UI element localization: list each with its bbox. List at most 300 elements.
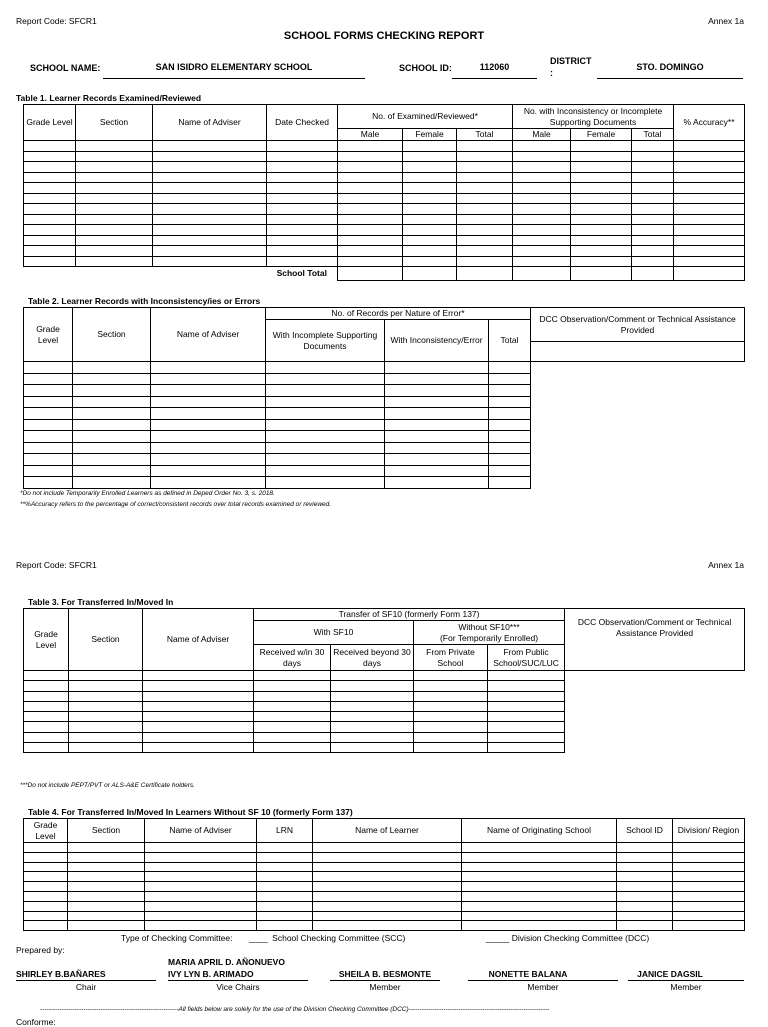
t3-cell[interactable] <box>24 722 69 732</box>
t3-cell[interactable] <box>143 701 254 711</box>
t2-cell[interactable] <box>489 373 531 385</box>
t3-cell[interactable] <box>254 722 331 732</box>
t4-cell[interactable] <box>68 862 145 872</box>
t2-cell[interactable] <box>489 442 531 454</box>
t2-cell[interactable] <box>151 373 266 385</box>
t1-cell[interactable] <box>571 183 632 194</box>
t1-cell[interactable] <box>76 183 153 194</box>
t1-cell[interactable] <box>457 225 513 236</box>
t2-cell[interactable] <box>266 431 385 443</box>
t1-cell[interactable] <box>24 214 76 225</box>
t1-cell[interactable] <box>153 225 267 236</box>
t3-cell[interactable] <box>331 691 414 701</box>
t1-cell[interactable] <box>76 214 153 225</box>
t2-cell[interactable] <box>24 442 73 454</box>
t1-cell[interactable] <box>267 246 338 257</box>
t1-cell[interactable] <box>153 172 267 183</box>
t1-cell[interactable] <box>153 204 267 215</box>
t1-cell[interactable] <box>76 204 153 215</box>
t2-cell[interactable] <box>385 419 489 431</box>
t2-cell[interactable] <box>266 465 385 477</box>
t2-cell[interactable] <box>24 408 73 420</box>
t1-cell[interactable] <box>571 225 632 236</box>
t1-cell[interactable] <box>338 204 403 215</box>
t2-cell[interactable] <box>266 442 385 454</box>
t1-cell[interactable] <box>513 256 571 267</box>
t3-cell[interactable] <box>488 691 565 701</box>
t4-cell[interactable] <box>313 882 462 892</box>
t1-cell[interactable] <box>403 172 457 183</box>
t1-cell[interactable] <box>267 162 338 173</box>
t3-cell[interactable] <box>24 671 69 681</box>
t4-cell[interactable] <box>68 882 145 892</box>
t1-cell[interactable] <box>24 151 76 162</box>
t3-cell[interactable] <box>254 671 331 681</box>
t4-cell[interactable] <box>257 901 313 911</box>
t4-cell[interactable] <box>617 911 673 921</box>
t2-cell[interactable] <box>151 431 266 443</box>
t2-cell[interactable] <box>489 408 531 420</box>
t2-cell[interactable] <box>73 385 151 397</box>
t1-cell[interactable] <box>267 141 338 152</box>
t4-cell[interactable] <box>257 911 313 921</box>
t3-cell[interactable] <box>24 712 69 722</box>
t3-cell[interactable] <box>69 691 143 701</box>
t1-cell[interactable] <box>24 204 76 215</box>
t3-cell[interactable] <box>331 712 414 722</box>
t4-cell[interactable] <box>617 872 673 882</box>
t1-cell[interactable] <box>457 141 513 152</box>
t4-cell[interactable] <box>313 901 462 911</box>
t1-cell[interactable] <box>338 193 403 204</box>
t2-cell[interactable] <box>266 419 385 431</box>
t3-cell[interactable] <box>24 743 69 753</box>
t3-cell[interactable] <box>331 701 414 711</box>
t2-cell[interactable] <box>151 477 266 489</box>
t1-cell[interactable] <box>632 225 674 236</box>
t3-cell[interactable] <box>69 712 143 722</box>
t1-cell[interactable] <box>24 235 76 246</box>
t2-cell[interactable] <box>73 442 151 454</box>
t1-cell[interactable] <box>267 172 338 183</box>
t2-cell[interactable] <box>73 396 151 408</box>
t1-cell[interactable] <box>267 193 338 204</box>
t1-cell[interactable] <box>571 246 632 257</box>
t2-cell[interactable] <box>266 362 385 374</box>
t4-cell[interactable] <box>145 891 257 901</box>
t4-cell[interactable] <box>673 921 745 931</box>
t3-cell[interactable] <box>254 691 331 701</box>
t3-cell[interactable] <box>414 671 488 681</box>
t4-cell[interactable] <box>673 862 745 872</box>
t2-cell[interactable] <box>266 373 385 385</box>
t4-cell[interactable] <box>68 901 145 911</box>
t2-cell[interactable] <box>151 362 266 374</box>
t1-cell[interactable] <box>76 162 153 173</box>
t2-cell[interactable] <box>385 465 489 477</box>
t2-cell[interactable] <box>24 454 73 466</box>
t4-cell[interactable] <box>673 872 745 882</box>
t1-cell[interactable] <box>457 151 513 162</box>
t1-cell[interactable] <box>457 183 513 194</box>
t3-cell[interactable] <box>24 681 69 691</box>
t3-cell[interactable] <box>143 712 254 722</box>
t1-cell[interactable] <box>76 151 153 162</box>
t3-cell[interactable] <box>24 701 69 711</box>
t1-cell[interactable] <box>403 151 457 162</box>
t2-cell[interactable] <box>24 396 73 408</box>
t2-cell[interactable] <box>24 385 73 397</box>
t4-cell[interactable] <box>145 882 257 892</box>
t3-cell[interactable] <box>143 671 254 681</box>
t3-cell[interactable] <box>143 691 254 701</box>
t3-cell[interactable] <box>414 691 488 701</box>
t2-cell[interactable] <box>385 362 489 374</box>
t2-cell[interactable] <box>266 408 385 420</box>
t4-cell[interactable] <box>68 843 145 853</box>
t2-cell[interactable] <box>151 408 266 420</box>
t4-cell[interactable] <box>673 891 745 901</box>
t4-cell[interactable] <box>617 843 673 853</box>
t1-cell[interactable] <box>338 172 403 183</box>
t2-cell[interactable] <box>151 385 266 397</box>
t4-cell[interactable] <box>24 852 68 862</box>
t2-cell[interactable] <box>151 465 266 477</box>
t1-cell[interactable] <box>267 256 338 267</box>
t4-cell[interactable] <box>462 901 617 911</box>
t4-cell[interactable] <box>257 852 313 862</box>
t1-cell[interactable] <box>457 204 513 215</box>
t1-cell[interactable] <box>338 246 403 257</box>
t4-cell[interactable] <box>462 911 617 921</box>
t4-cell[interactable] <box>257 843 313 853</box>
t3-cell[interactable] <box>24 732 69 742</box>
t3-cell[interactable] <box>488 681 565 691</box>
t2-cell[interactable] <box>385 385 489 397</box>
t2-cell[interactable] <box>73 362 151 374</box>
t3-cell[interactable] <box>254 732 331 742</box>
t1-cell[interactable] <box>632 172 674 183</box>
t1-cell[interactable] <box>403 204 457 215</box>
t4-cell[interactable] <box>257 891 313 901</box>
t2-cell[interactable] <box>73 477 151 489</box>
t1-cell[interactable] <box>457 172 513 183</box>
t2-cell[interactable] <box>489 419 531 431</box>
t1-cell[interactable] <box>632 141 674 152</box>
t1-cell[interactable] <box>76 172 153 183</box>
t2-cell[interactable] <box>385 396 489 408</box>
t1-cell[interactable] <box>632 183 674 194</box>
t3-cell[interactable] <box>143 743 254 753</box>
t3-cell[interactable] <box>254 712 331 722</box>
t4-cell[interactable] <box>313 921 462 931</box>
t4-cell[interactable] <box>24 921 68 931</box>
t2-cell[interactable] <box>73 373 151 385</box>
t2-cell[interactable] <box>266 454 385 466</box>
t3-cell[interactable] <box>143 732 254 742</box>
t1-cell[interactable] <box>632 246 674 257</box>
t4-cell[interactable] <box>673 882 745 892</box>
t2-cell[interactable] <box>489 385 531 397</box>
t4-cell[interactable] <box>462 872 617 882</box>
t1-cell[interactable] <box>674 214 745 225</box>
t2-cell[interactable] <box>24 362 73 374</box>
t4-cell[interactable] <box>462 921 617 931</box>
t3-cell[interactable] <box>254 681 331 691</box>
t4-cell[interactable] <box>145 872 257 882</box>
t4-cell[interactable] <box>462 882 617 892</box>
t1-cell[interactable] <box>674 204 745 215</box>
t4-cell[interactable] <box>462 852 617 862</box>
t1-cell[interactable] <box>513 172 571 183</box>
t4-cell[interactable] <box>257 862 313 872</box>
t4-cell[interactable] <box>68 852 145 862</box>
t3-cell[interactable] <box>254 743 331 753</box>
t1-cell[interactable] <box>267 225 338 236</box>
t4-cell[interactable] <box>24 901 68 911</box>
t1-cell[interactable] <box>571 193 632 204</box>
t2-cell[interactable] <box>73 408 151 420</box>
t3-cell[interactable] <box>331 732 414 742</box>
t1-cell[interactable] <box>457 235 513 246</box>
t1-cell[interactable] <box>513 214 571 225</box>
t1-cell[interactable] <box>632 162 674 173</box>
t1-cell[interactable] <box>674 151 745 162</box>
t4-cell[interactable] <box>24 911 68 921</box>
t1-cell[interactable] <box>267 183 338 194</box>
t2-cell[interactable] <box>385 477 489 489</box>
t4-cell[interactable] <box>257 882 313 892</box>
t4-cell[interactable] <box>145 852 257 862</box>
t1-cell[interactable] <box>513 246 571 257</box>
t1-cell[interactable] <box>267 214 338 225</box>
t3-cell[interactable] <box>331 671 414 681</box>
t2-cell[interactable] <box>266 385 385 397</box>
t2-cell[interactable] <box>151 454 266 466</box>
t1-cell[interactable] <box>457 256 513 267</box>
t4-cell[interactable] <box>24 843 68 853</box>
t1-cell[interactable] <box>76 246 153 257</box>
t4-cell[interactable] <box>313 911 462 921</box>
t1-cell[interactable] <box>338 162 403 173</box>
t1-cell[interactable] <box>513 151 571 162</box>
t1-cell[interactable] <box>513 204 571 215</box>
t2-cell[interactable] <box>24 419 73 431</box>
t1-cell[interactable] <box>674 172 745 183</box>
t1-cell[interactable] <box>76 141 153 152</box>
t3-cell[interactable] <box>488 712 565 722</box>
t3-cell[interactable] <box>254 701 331 711</box>
t1-cell[interactable] <box>513 162 571 173</box>
t4-cell[interactable] <box>68 921 145 931</box>
t3-cell[interactable] <box>69 701 143 711</box>
t1-cell[interactable] <box>267 151 338 162</box>
t3-cell[interactable] <box>69 743 143 753</box>
t1-cell[interactable] <box>24 193 76 204</box>
t1-cell[interactable] <box>76 225 153 236</box>
t1-cell[interactable] <box>632 256 674 267</box>
t4-cell[interactable] <box>673 843 745 853</box>
scc-blank[interactable]: ____ <box>248 933 268 943</box>
t1-cell[interactable] <box>571 172 632 183</box>
t1-cell[interactable] <box>267 235 338 246</box>
t3-cell[interactable] <box>414 732 488 742</box>
t3-cell[interactable] <box>69 722 143 732</box>
t1-cell[interactable] <box>24 225 76 236</box>
t4-cell[interactable] <box>145 843 257 853</box>
t4-cell[interactable] <box>145 901 257 911</box>
t4-cell[interactable] <box>145 921 257 931</box>
t1-cell[interactable] <box>571 214 632 225</box>
t1-cell[interactable] <box>513 141 571 152</box>
t3-cell[interactable] <box>414 722 488 732</box>
t4-cell[interactable] <box>673 852 745 862</box>
t4-cell[interactable] <box>313 872 462 882</box>
t1-cell[interactable] <box>338 256 403 267</box>
t4-cell[interactable] <box>24 862 68 872</box>
t1-cell[interactable] <box>153 246 267 257</box>
t1-cell[interactable] <box>338 183 403 194</box>
t1-cell[interactable] <box>513 193 571 204</box>
t2-cell[interactable] <box>489 465 531 477</box>
t4-cell[interactable] <box>24 891 68 901</box>
t2-cell[interactable] <box>24 477 73 489</box>
t1-cell[interactable] <box>24 256 76 267</box>
t4-cell[interactable] <box>617 921 673 931</box>
t1-cell[interactable] <box>632 151 674 162</box>
t1-cell[interactable] <box>674 193 745 204</box>
t1-cell[interactable] <box>153 162 267 173</box>
t1-cell[interactable] <box>632 235 674 246</box>
t1-cell[interactable] <box>24 246 76 257</box>
t1-cell[interactable] <box>153 235 267 246</box>
t4-cell[interactable] <box>257 872 313 882</box>
t1-cell[interactable] <box>24 172 76 183</box>
t3-cell[interactable] <box>331 681 414 691</box>
t4-cell[interactable] <box>313 891 462 901</box>
t2-cell[interactable] <box>489 454 531 466</box>
t1-cell[interactable] <box>571 141 632 152</box>
t1-cell[interactable] <box>632 214 674 225</box>
t4-cell[interactable] <box>313 862 462 872</box>
t1-cell[interactable] <box>674 183 745 194</box>
t2-cell[interactable] <box>385 442 489 454</box>
t1-cell[interactable] <box>76 193 153 204</box>
t2-cell[interactable] <box>73 465 151 477</box>
t1-cell[interactable] <box>674 162 745 173</box>
t1-cell[interactable] <box>403 214 457 225</box>
t3-cell[interactable] <box>414 701 488 711</box>
t1-cell[interactable] <box>403 141 457 152</box>
t1-cell[interactable] <box>267 204 338 215</box>
t1-cell[interactable] <box>457 246 513 257</box>
t1-cell[interactable] <box>513 225 571 236</box>
t4-cell[interactable] <box>617 901 673 911</box>
t3-cell[interactable] <box>488 743 565 753</box>
t4-cell[interactable] <box>68 891 145 901</box>
t1-cell[interactable] <box>632 204 674 215</box>
t3-cell[interactable] <box>488 722 565 732</box>
t1-cell[interactable] <box>24 162 76 173</box>
t1-cell[interactable] <box>153 151 267 162</box>
t2-cell[interactable] <box>73 454 151 466</box>
t1-cell[interactable] <box>403 225 457 236</box>
t2-cell[interactable] <box>24 465 73 477</box>
t1-cell[interactable] <box>24 141 76 152</box>
t3-cell[interactable] <box>24 691 69 701</box>
t3-cell[interactable] <box>69 681 143 691</box>
t1-cell[interactable] <box>571 256 632 267</box>
t1-cell[interactable] <box>457 193 513 204</box>
t4-cell[interactable] <box>462 891 617 901</box>
t4-cell[interactable] <box>257 921 313 931</box>
t2-cell[interactable] <box>385 431 489 443</box>
t4-cell[interactable] <box>313 852 462 862</box>
t1-cell[interactable] <box>338 141 403 152</box>
t3-cell[interactable] <box>331 722 414 732</box>
t4-cell[interactable] <box>462 843 617 853</box>
t1-cell[interactable] <box>24 183 76 194</box>
t3-cell[interactable] <box>488 732 565 742</box>
t1-cell[interactable] <box>403 246 457 257</box>
t4-cell[interactable] <box>313 843 462 853</box>
t1-cell[interactable] <box>153 141 267 152</box>
t4-cell[interactable] <box>462 862 617 872</box>
t3-cell[interactable] <box>488 671 565 681</box>
t1-cell[interactable] <box>153 193 267 204</box>
t1-cell[interactable] <box>674 256 745 267</box>
t1-cell[interactable] <box>338 214 403 225</box>
t2-cell[interactable] <box>24 431 73 443</box>
t1-cell[interactable] <box>153 214 267 225</box>
dcc-blank[interactable]: _____ <box>485 933 510 943</box>
t2-cell[interactable] <box>385 454 489 466</box>
t2-cell[interactable] <box>73 419 151 431</box>
t2-cell[interactable] <box>385 408 489 420</box>
t1-cell[interactable] <box>571 204 632 215</box>
t1-cell[interactable] <box>76 235 153 246</box>
t3-cell[interactable] <box>488 701 565 711</box>
t1-cell[interactable] <box>674 225 745 236</box>
t1-cell[interactable] <box>674 141 745 152</box>
t1-cell[interactable] <box>403 193 457 204</box>
t1-cell[interactable] <box>338 225 403 236</box>
t2-cell[interactable] <box>489 477 531 489</box>
t4-cell[interactable] <box>68 872 145 882</box>
t2-cell[interactable] <box>266 477 385 489</box>
t1-cell[interactable] <box>674 246 745 257</box>
t3-cell[interactable] <box>69 671 143 681</box>
t4-cell[interactable] <box>24 882 68 892</box>
t1-cell[interactable] <box>338 151 403 162</box>
t3-cell[interactable] <box>414 712 488 722</box>
t4-cell[interactable] <box>617 862 673 872</box>
t1-cell[interactable] <box>457 162 513 173</box>
t4-cell[interactable] <box>673 901 745 911</box>
t1-cell[interactable] <box>571 151 632 162</box>
t1-cell[interactable] <box>403 235 457 246</box>
t1-cell[interactable] <box>513 235 571 246</box>
t1-cell[interactable] <box>403 256 457 267</box>
t2-cell[interactable] <box>489 431 531 443</box>
t2-cell[interactable] <box>151 442 266 454</box>
t4-cell[interactable] <box>24 872 68 882</box>
t2-cell[interactable] <box>151 396 266 408</box>
t1-cell[interactable] <box>338 235 403 246</box>
t4-cell[interactable] <box>617 882 673 892</box>
t1-cell[interactable] <box>76 256 153 267</box>
t1-cell[interactable] <box>513 183 571 194</box>
